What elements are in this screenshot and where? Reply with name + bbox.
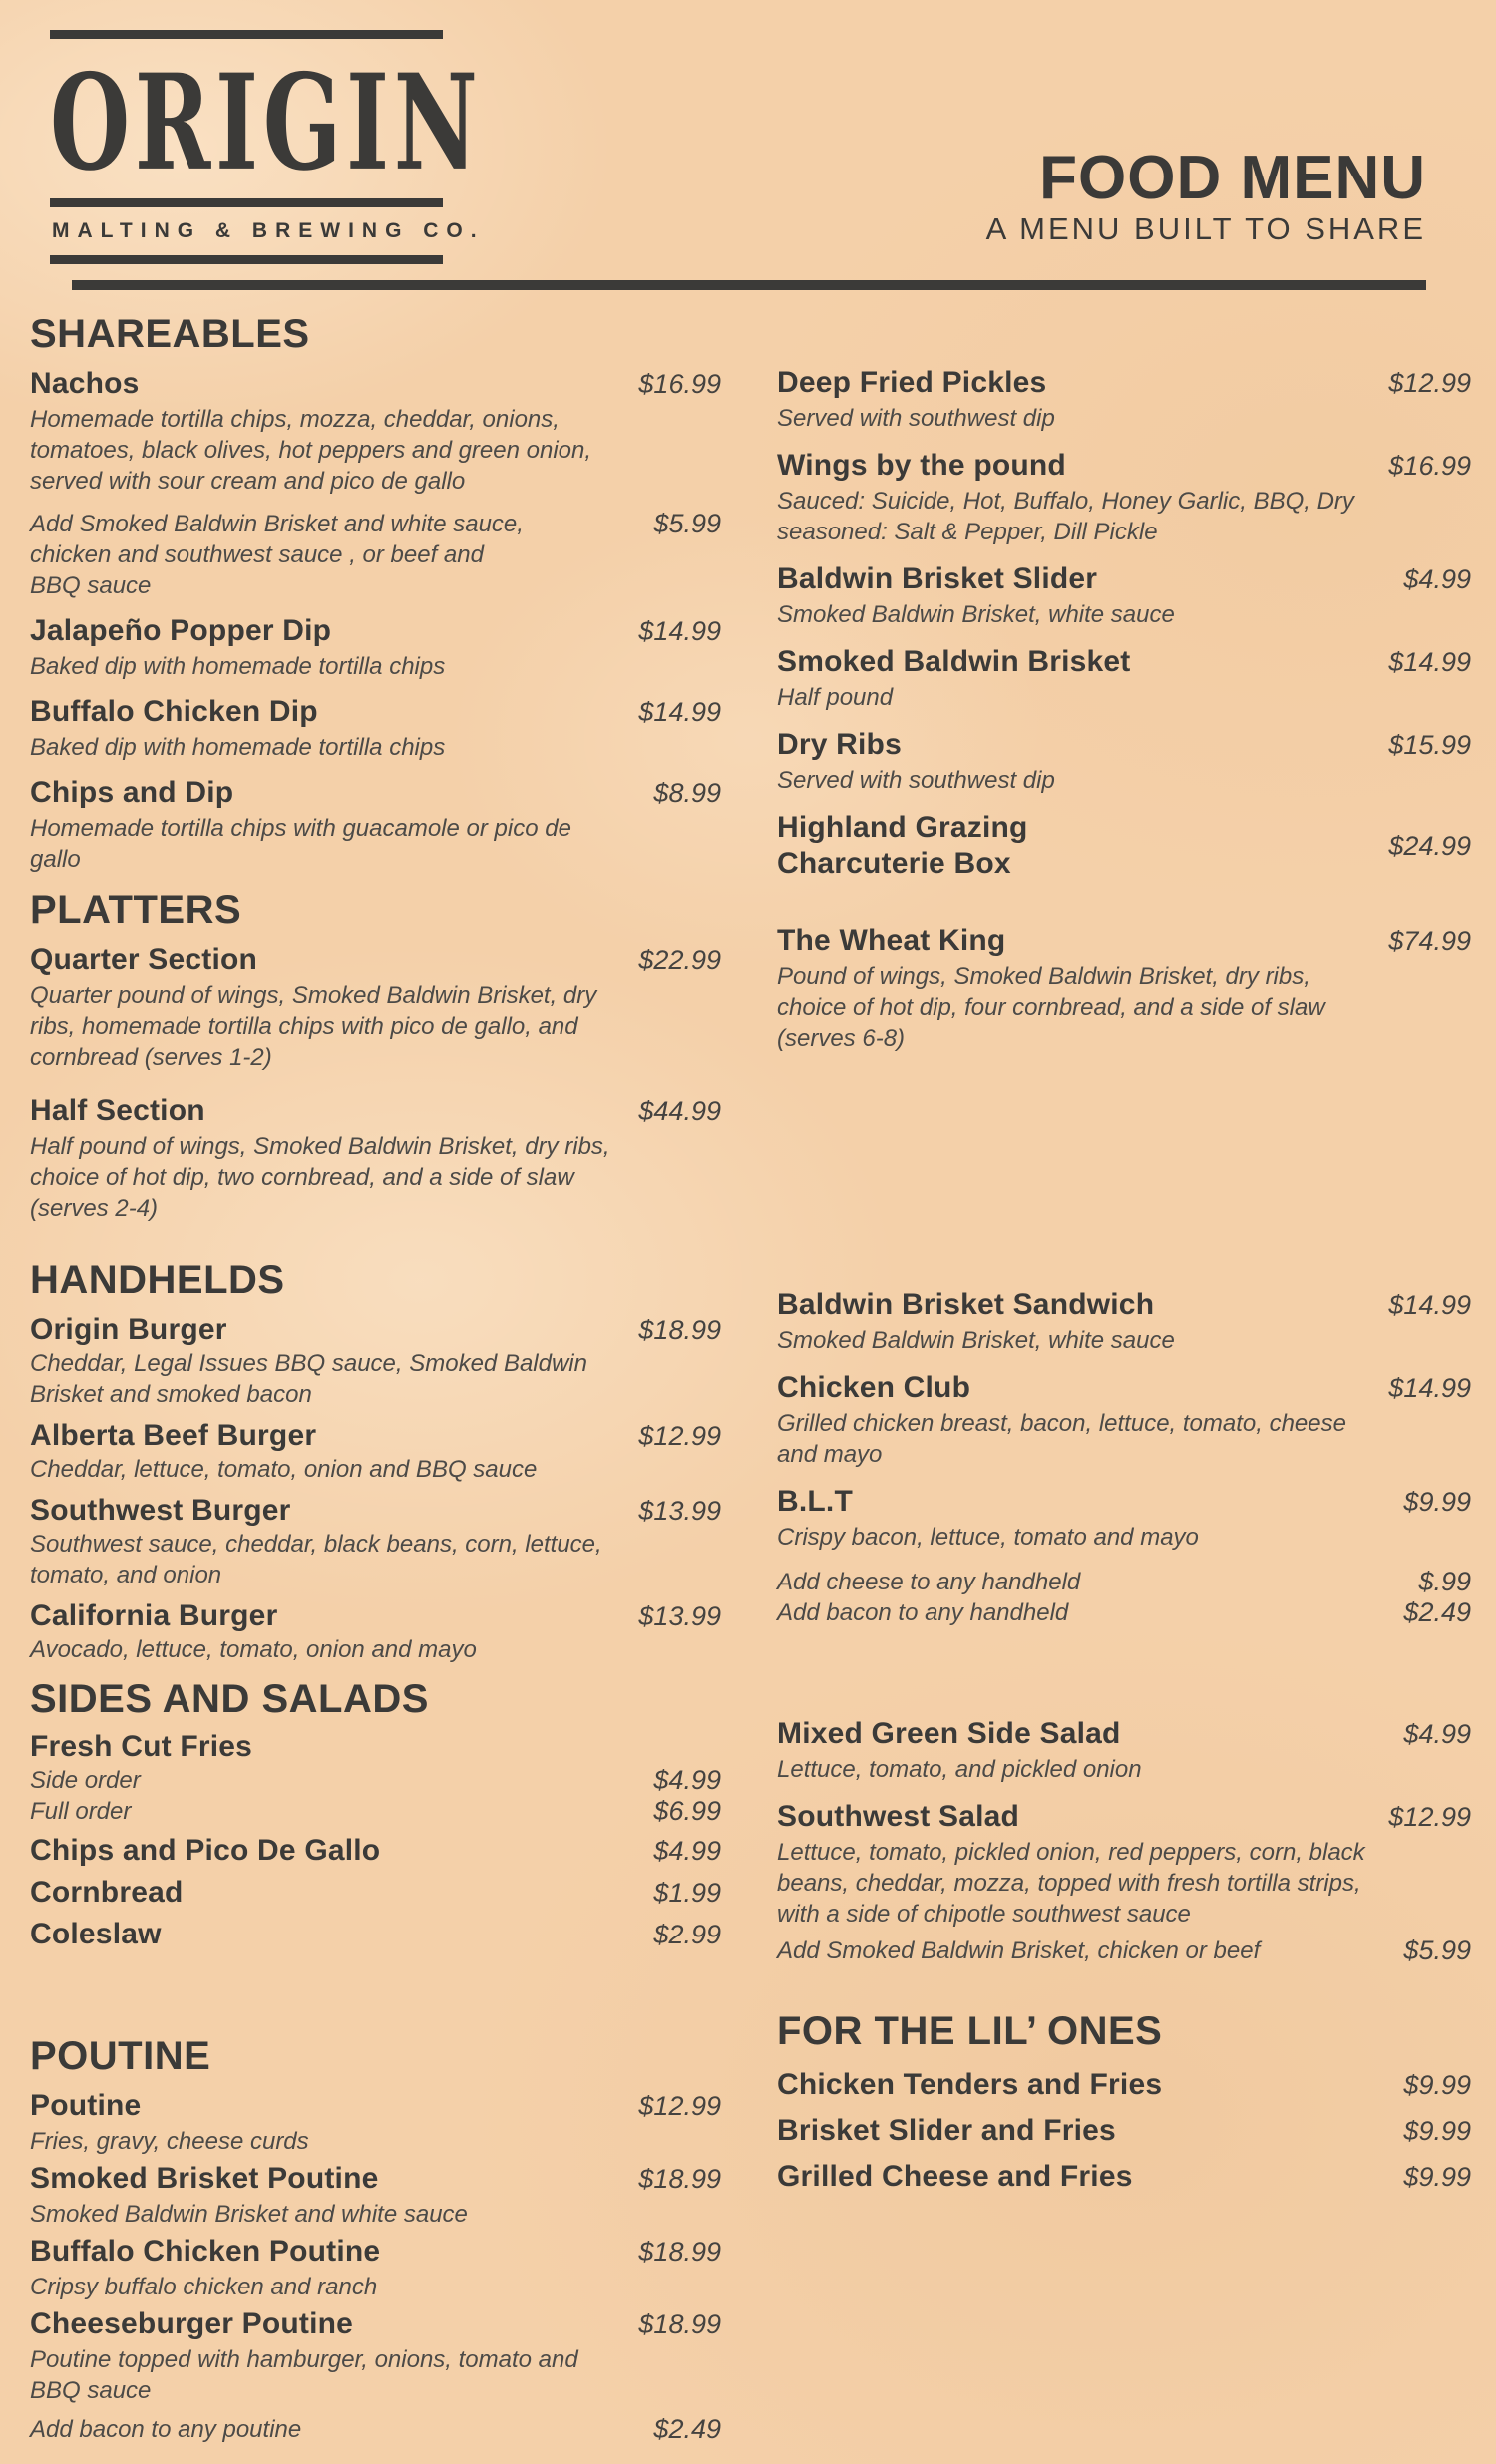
- menu-item: [777, 727, 1471, 796]
- menu-columns: [30, 290, 1471, 2445]
- item-name: Alberta Beef Burger: [30, 1419, 317, 1452]
- item-desc: Smoked Baldwin Brisket, white sauce: [777, 601, 1175, 628]
- item-price: $4.99: [1403, 1719, 1471, 1749]
- item-name: Half Section: [30, 1094, 205, 1127]
- addon-label: Add Smoked Baldwin Brisket and white sauce, chicken and southwest sauce , or beef and BBQ sauce: [30, 511, 524, 599]
- menu-item: [30, 2088, 721, 2157]
- menu-item: [30, 1833, 721, 1869]
- header: [985, 144, 1426, 247]
- item-desc: Cripsy buffalo chicken and ranch: [30, 2274, 378, 2300]
- item-price: $15.99: [1388, 730, 1471, 760]
- item-name: Poutine: [30, 2089, 142, 2122]
- section-sides-and-salads: [30, 1675, 721, 1952]
- item-desc: Smoked Baldwin Brisket and white sauce: [30, 2201, 468, 2228]
- menu-item: [30, 1598, 721, 1665]
- item-name: Buffalo Chicken Poutine: [30, 2235, 381, 2268]
- item-name: Chips and Pico De Gallo: [30, 1834, 381, 1867]
- item-desc: Baked dip with homemade tortilla chips: [30, 653, 446, 680]
- menu-item: [30, 1418, 721, 1485]
- menu-item: [30, 613, 721, 682]
- option-price: $6.99: [653, 1796, 721, 1826]
- item-price: $2.99: [653, 1920, 721, 1949]
- menu-addon: [30, 2414, 721, 2445]
- menu-item: [30, 1729, 721, 1827]
- brand-tagline: MALTING & BREWING CO.: [52, 219, 485, 242]
- addon-label: Add cheese to any handheld: [777, 1569, 1081, 1595]
- section-title: SHAREABLES: [30, 312, 310, 356]
- menu-item: [777, 2159, 1471, 2195]
- group-handhelds-right: [777, 1287, 1471, 1628]
- menu-item: [777, 644, 1471, 713]
- item-price: $24.99: [1388, 831, 1471, 861]
- item-price: $4.99: [1403, 564, 1471, 594]
- menu-item: [30, 2234, 721, 2302]
- item-price: $4.99: [653, 1836, 721, 1866]
- item-desc: Avocado, lettuce, tomato, onion and mayo: [30, 1636, 477, 1663]
- item-name: Quarter Section: [30, 943, 258, 976]
- item-price: $18.99: [638, 2309, 721, 2339]
- right-column: [777, 290, 1471, 2205]
- item-name: The Wheat King: [777, 924, 1006, 957]
- item-name: Baldwin Brisket Slider: [777, 562, 1098, 595]
- page-subtitle: A MENU BUILT TO SHARE: [985, 211, 1426, 246]
- menu-item: [777, 1287, 1471, 1356]
- addon-label: Add bacon to any handheld: [777, 1599, 1069, 1626]
- section-shareables: [30, 310, 721, 875]
- menu-item: [30, 1493, 721, 1590]
- section-title: POUTINE: [30, 2034, 211, 2078]
- menu-addon: [777, 1936, 1471, 1966]
- item-name: Cheeseburger Poutine: [30, 2307, 354, 2340]
- item-price: $12.99: [1388, 1802, 1471, 1832]
- menu-item: [777, 1370, 1471, 1470]
- item-desc: Half pound: [777, 684, 894, 711]
- group-sides-right: [777, 1716, 1471, 1966]
- group-shareables-right: [777, 365, 1471, 881]
- header-divider: [72, 280, 1426, 290]
- item-desc: Served with southwest dip: [777, 767, 1055, 794]
- item-price: $16.99: [1388, 451, 1471, 481]
- menu-item: [777, 1484, 1471, 1553]
- item-price: $18.99: [638, 2237, 721, 2267]
- addon-price: $5.99: [1403, 1936, 1471, 1965]
- item-price: $14.99: [1388, 1373, 1471, 1403]
- item-price: $16.99: [638, 369, 721, 399]
- menu-item: [777, 1799, 1471, 1930]
- menu-item: [777, 2113, 1471, 2149]
- menu-item: [777, 923, 1471, 1054]
- item-desc: Baked dip with homemade tortilla chips: [30, 734, 446, 761]
- menu-item: [30, 1917, 721, 1952]
- item-desc: Cheddar, lettuce, tomato, onion and BBQ sauce: [30, 1456, 538, 1483]
- brand-name: [50, 44, 483, 200]
- left-column: [30, 290, 721, 2445]
- item-price: $44.99: [638, 1096, 721, 1126]
- item-name: Coleslaw: [30, 1918, 162, 1950]
- item-name: Jalapeño Popper Dip: [30, 614, 332, 647]
- section-poutine: [30, 2032, 721, 2445]
- item-desc: Cheddar, Legal Issues BBQ sauce, Smoked Baldwin Brisket and smoked bacon: [30, 1350, 587, 1408]
- section-title: FOR THE LIL’ ONES: [777, 2009, 1163, 2053]
- item-price: $9.99: [1403, 1487, 1471, 1517]
- item-desc: Sauced: Suicide, Hot, Buffalo, Honey Garlic, BBQ, Dry seasoned: Salt & Pepper, Dill Pickle: [777, 488, 1354, 545]
- addon-price: $.99: [1418, 1567, 1471, 1596]
- item-price: $8.99: [653, 778, 721, 808]
- addon-price: $5.99: [653, 509, 721, 538]
- menu-item: [30, 775, 721, 875]
- option-label: Full order: [30, 1798, 132, 1825]
- menu-item: [30, 1093, 721, 1224]
- option-label: Side order: [30, 1767, 141, 1794]
- item-desc: Lettuce, tomato, and pickled onion: [777, 1756, 1142, 1783]
- section-handhelds: [30, 1256, 721, 1665]
- item-desc: Homemade tortilla chips with guacamole or pico de gallo: [30, 815, 571, 873]
- item-price: $14.99: [1388, 1290, 1471, 1320]
- item-price: $12.99: [1388, 368, 1471, 398]
- addon-label: Add bacon to any poutine: [30, 2416, 302, 2443]
- item-name: Origin Burger: [30, 1313, 227, 1346]
- item-name: Chicken Club: [777, 1371, 971, 1404]
- menu-item: [30, 366, 721, 497]
- addon-label: Add Smoked Baldwin Brisket, chicken or beef: [777, 1937, 1261, 1964]
- item-price: $13.99: [638, 1496, 721, 1526]
- menu-item: [777, 365, 1471, 434]
- item-desc: Poutine topped with hamburger, onions, tomato and BBQ sauce: [30, 2346, 578, 2404]
- menu-item: [30, 942, 721, 1073]
- item-price: $9.99: [1403, 2116, 1471, 2146]
- item-price: $14.99: [1388, 647, 1471, 677]
- item-price: $12.99: [638, 2091, 721, 2121]
- item-name: Smoked Baldwin Brisket: [777, 645, 1131, 678]
- item-desc: Lettuce, tomato, pickled onion, red peppers, corn, black beans, cheddar, mozza, topped with fresh tortilla strips, with a side of chipotle southwest sauce: [777, 1839, 1365, 1928]
- menu-item: [30, 2161, 721, 2230]
- item-desc: Half pound of wings, Smoked Baldwin Brisket, dry ribs, choice of hot dip, two cornbread, and a side of slaw (serves 2-4): [30, 1133, 610, 1222]
- item-option: [30, 1765, 721, 1796]
- item-price: $9.99: [1403, 2070, 1471, 2100]
- item-desc: Grilled chicken breast, bacon, lettuce, tomato, cheese and mayo: [777, 1410, 1346, 1468]
- item-price: $9.99: [1403, 2162, 1471, 2192]
- item-name: Buffalo Chicken Dip: [30, 695, 318, 728]
- item-price: $18.99: [638, 2164, 721, 2194]
- item-price: $1.99: [653, 1878, 721, 1908]
- item-name: B.L.T: [777, 1485, 853, 1518]
- item-desc: Smoked Baldwin Brisket, white sauce: [777, 1327, 1175, 1354]
- item-option: [30, 1796, 721, 1827]
- section-platters: [30, 886, 721, 1224]
- section-title: SIDES AND SALADS: [30, 1677, 429, 1721]
- logo-top-bar: [50, 30, 443, 39]
- item-name: Cornbread: [30, 1876, 184, 1909]
- item-desc: Pound of wings, Smoked Baldwin Brisket, dry ribs, choice of hot dip, four cornbread, and a side of slaw (serves 6-8): [777, 963, 1325, 1052]
- brand-logo: [50, 30, 485, 264]
- logo-bottom-bar: [50, 255, 443, 264]
- item-price: $74.99: [1388, 926, 1471, 956]
- item-desc: Southwest sauce, cheddar, black beans, corn, lettuce, tomato, and onion: [30, 1531, 602, 1588]
- item-name: Wings by the pound: [777, 449, 1066, 482]
- brand-name-text: ORIGIN: [50, 44, 483, 200]
- menu-item: [777, 561, 1471, 630]
- item-desc: Fries, gravy, cheese curds: [30, 2128, 309, 2155]
- item-name: Dry Ribs: [777, 728, 902, 761]
- item-name: Nachos: [30, 367, 140, 400]
- option-price: $4.99: [653, 1765, 721, 1795]
- item-price: $18.99: [638, 1315, 721, 1345]
- item-name: California Burger: [30, 1599, 278, 1632]
- item-name: Fresh Cut Fries: [30, 1730, 253, 1763]
- item-name: Chips and Dip: [30, 776, 234, 809]
- menu-item: [777, 810, 1471, 881]
- menu-addon: [777, 1597, 1471, 1628]
- item-name: Mixed Green Side Salad: [777, 1717, 1121, 1750]
- menu-item: [30, 1875, 721, 1911]
- item-name: Highland Grazing Charcuterie Box: [777, 811, 1028, 880]
- section-title: PLATTERS: [30, 888, 242, 932]
- item-price: $14.99: [638, 616, 721, 646]
- menu-item: [30, 694, 721, 763]
- item-price: $22.99: [638, 945, 721, 975]
- page-title: FOOD MENU: [1039, 144, 1426, 212]
- item-desc: Crispy bacon, lettuce, tomato and mayo: [777, 1524, 1199, 1551]
- menu-item: [30, 1312, 721, 1410]
- item-name: Chicken Tenders and Fries: [777, 2068, 1163, 2101]
- section-title: HANDHELDS: [30, 1258, 285, 1302]
- menu-item: [777, 2067, 1471, 2103]
- item-name: Brisket Slider and Fries: [777, 2114, 1116, 2147]
- item-name: Southwest Salad: [777, 1800, 1020, 1833]
- item-name: Baldwin Brisket Sandwich: [777, 1288, 1155, 1321]
- item-price: $13.99: [638, 1601, 721, 1631]
- menu-addon: [30, 509, 721, 601]
- item-name: Deep Fried Pickles: [777, 366, 1047, 399]
- item-desc: Homemade tortilla chips, mozza, cheddar, onions, tomatoes, black olives, hot peppers and green onion, served with sour cream and pico de gallo: [30, 406, 592, 495]
- addon-price: $2.49: [1403, 1597, 1471, 1627]
- menu-item: [777, 448, 1471, 547]
- menu-item: [777, 1716, 1471, 1785]
- menu-addon: [777, 1567, 1471, 1597]
- menu-item: [30, 2306, 721, 2406]
- section-for-the-lil-ones: [777, 2007, 1471, 2195]
- item-desc: Served with southwest dip: [777, 405, 1055, 432]
- item-price: $14.99: [638, 697, 721, 727]
- item-name: Southwest Burger: [30, 1494, 291, 1527]
- item-name: Smoked Brisket Poutine: [30, 2162, 379, 2195]
- addon-price: $2.49: [653, 2414, 721, 2444]
- item-name: Grilled Cheese and Fries: [777, 2160, 1133, 2193]
- item-price: $12.99: [638, 1421, 721, 1451]
- item-desc: Quarter pound of wings, Smoked Baldwin Brisket, dry ribs, homemade tortilla chips with pico de gallo, and cornbread (serves 1-2): [30, 982, 597, 1071]
